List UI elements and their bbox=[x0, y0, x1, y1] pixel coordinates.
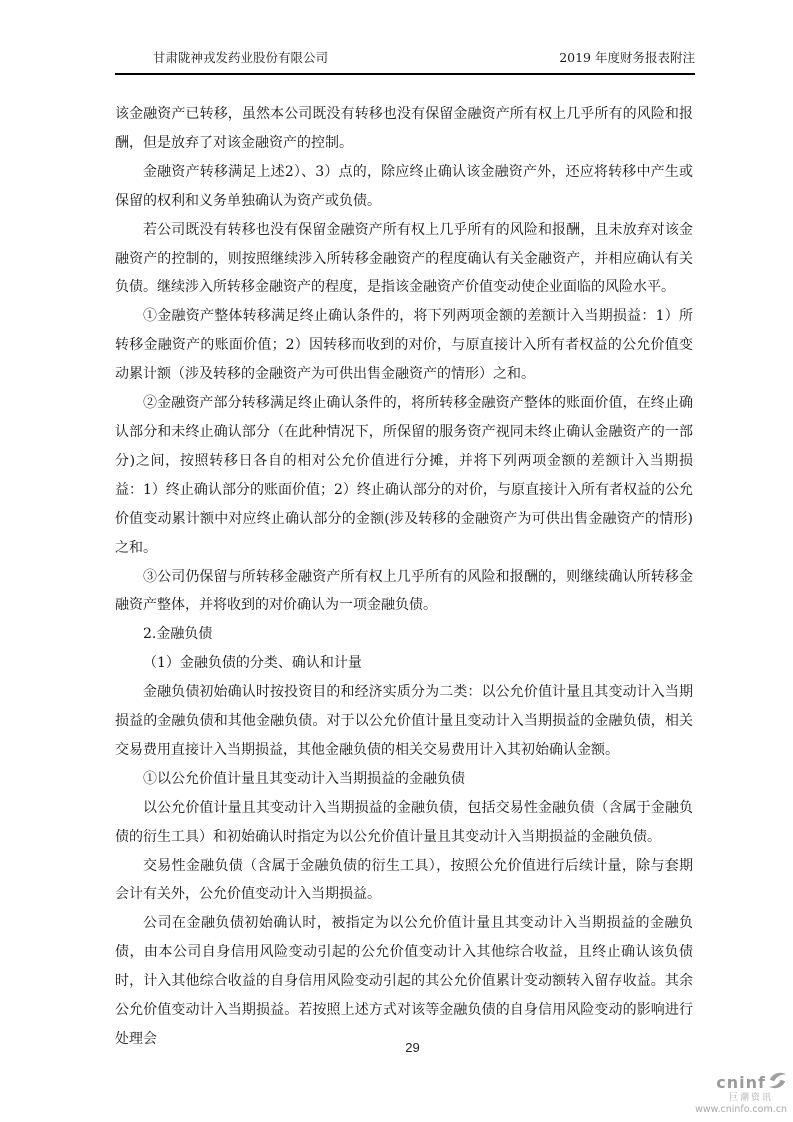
paragraph: ③公司仍保留与所转移金融资产所有权上几乎所有的风险和报酬的，则继续确认所转移金融资产整体，并将收到的对价确认为一项金融负债。 bbox=[115, 568, 693, 614]
paragraph: 交易性金融负债（含属于金融负债的衍生工具），按照公允价值进行后续计量，除与套期会计有关外，公允价值变动计入当期损益。 bbox=[115, 857, 693, 903]
paragraph: 金融负债初始确认时按投资目的和经济实质分为二类：以公允价值计量且其变动计入当期损益的金融负债和其他金融负债。对于以公允价值计量且变动计入当期损益的金融负债，相关交易费用直接计入当期损益，其他金融负债的相关交易费用计入其初始确认金额。 bbox=[115, 684, 693, 758]
cninfo-swirl-icon bbox=[768, 1072, 787, 1093]
section-heading: 2.金融负债 bbox=[143, 626, 213, 643]
cninfo-brand-text: cninf bbox=[716, 1072, 766, 1092]
paragraph: ②金融资产部分转移满足终止确认条件的，将所转移金融资产整体的账面价值，在终止确认部分和未终止确认部分（在此种情况下，所保留的服务资产视同未终止确认金融资产的一部分)之间，按照转移日各自的相对公允价值进行分摊，并将下列两项金额的差额计入当期损益：1）终止确认部分的账面价值；2）终止确认部分的对价，与原直接计入所有者权益的公允价值变动累计额中对应终止确认部分的金额(涉及转移的金融资产为可供出售金融资产的情形)之和。 bbox=[115, 395, 693, 556]
page-header bbox=[115, 48, 695, 75]
paragraph: 金融资产转移满足上述2）、3）点的，除应终止确认该金融资产外，还应将转移中产生或保留的权利和义务单独确认为资产或负债。 bbox=[115, 163, 693, 209]
document-body bbox=[115, 100, 693, 1054]
paragraph: 若公司既没有转移也没有保留金融资产所有权上几乎所有的风险和报酬，且未放弃对该金融资产的控制的，则按照继续涉入所转移金融资产的程度确认有关金融资产，并相应确认有关负债。继续涉入所转移金融资产的程度，是指该金融资产价值变动使企业面临的风险水平。 bbox=[115, 221, 693, 296]
paragraph: 公司在金融负债初始确认时，被指定为以公允价值计量且其变动计入当期损益的金融负债，由本公司自身信用风险变动引起的公允价值变动计入其他综合收益，且终止确认该负债时，计入其他综合收益的自身信用风险变动引起的其公允价值累计变动额转入留存收益。其余公允价值变动计入当期损益。若按照上述方式对该等金融负债的自身信用风险变动的影响进行处理会 bbox=[115, 915, 693, 1047]
cninfo-chinese-name: 巨潮资讯 bbox=[728, 1092, 773, 1103]
header-company-name: 甘肃陇神戎发药业股份有限公司 bbox=[153, 50, 329, 65]
page-number: 29 bbox=[405, 1040, 420, 1055]
paragraph: 以公允价值计量且其变动计入当期损益的金融负债，包括交易性金融负债（含属于金融负债的衍生工具）和初始确认时指定为以公允价值计量且其变动计入当期损益的金融负债。 bbox=[115, 799, 693, 845]
header-doc-title: 2019 年度财务报表附注 bbox=[559, 50, 695, 65]
cninfo-url: www.cninfo.com.cn bbox=[695, 1104, 787, 1116]
subsection-heading: （1）金融负债的分类、确认和计量 bbox=[143, 655, 362, 672]
paragraph: 该金融资产已转移，虽然本公司既没有转移也没有保留金融资产所有权上几乎所有的风险和报酬，但是放弃了对该金融资产的控制。 bbox=[115, 106, 693, 151]
subsection-heading: ①以公允价值计量且其变动计入当期损益的金融负债 bbox=[143, 770, 465, 787]
cninfo-logo bbox=[657, 1072, 787, 1116]
cninfo-brand-row bbox=[657, 1072, 787, 1093]
paragraph: ①金融资产整体转移满足终止确认条件的，将下列两项金额的差额计入当期损益：1）所转移金融资产的账面价值；2）因转移而收到的对价，与原直接计入所有者权益的公允价值变动累计额（涉及转移的金融资产为可供出售金融资产的情形）之和。 bbox=[115, 308, 693, 383]
